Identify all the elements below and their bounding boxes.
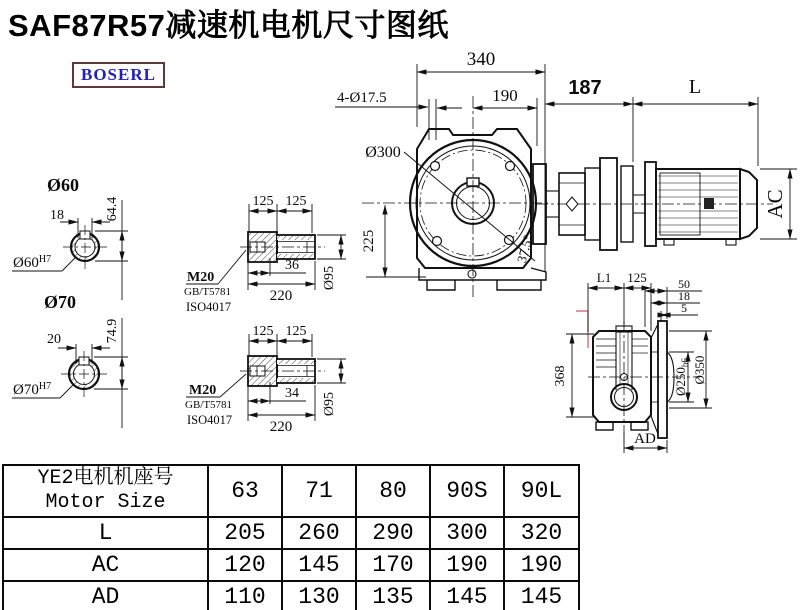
bolt-hole	[431, 162, 440, 171]
row-label-AC: AC	[3, 549, 208, 581]
col-header-80: 80	[356, 465, 430, 517]
adapter-motor-view	[533, 158, 773, 250]
dim-225-label: 225	[361, 229, 377, 253]
sec-a-iso: ISO4017	[186, 300, 232, 314]
sec-b-34: 34	[285, 386, 299, 401]
sec-a-125-1: 125	[252, 194, 274, 209]
sec-a-36: 36	[285, 258, 299, 273]
shaft60-dia-label: Ø60	[47, 175, 80, 195]
hole-note-label: 4-Ø17.5	[337, 90, 387, 106]
sec-a-dia95: Ø95	[322, 265, 337, 291]
sec-b-dia95: Ø95	[322, 391, 337, 417]
dia-250-label: $Ø250_{h6}$	[673, 358, 690, 396]
diagonal-leader	[404, 152, 535, 261]
gearbox-front-view	[362, 96, 548, 298]
side-ribs	[596, 339, 648, 367]
dim-190-label: 190	[492, 86, 518, 105]
bolt-hole	[433, 237, 442, 246]
col-header-71: 71	[282, 465, 356, 517]
table-cell: 290	[356, 517, 430, 549]
sec-b-125-2: 125	[285, 324, 307, 339]
table-cell: 110	[208, 581, 282, 610]
sec-b-m20: M20	[189, 383, 217, 398]
header-cn: YE2电机机座号	[37, 467, 174, 490]
page-title: SAF87R57减速机电机尺寸图纸	[8, 8, 449, 43]
angle-37-5-label: 37.5°	[513, 233, 536, 265]
sec-a-125-2: 125	[285, 194, 307, 209]
table-cell: 205	[208, 517, 282, 549]
table-cell: 145	[504, 581, 579, 610]
nameplate	[704, 198, 714, 209]
sec-b-gb: GB/T5781	[185, 399, 233, 411]
sec-b-125-1: 125	[252, 324, 274, 339]
dim-AD-label: AD	[634, 431, 656, 447]
table-cell: 190	[430, 549, 504, 581]
dim-AC-label: AC	[763, 189, 787, 219]
dim-187-label: 187	[568, 77, 602, 99]
table-header-row	[3, 465, 579, 517]
header-en: Motor Size	[45, 491, 166, 514]
dim-125-side-label: 125	[627, 270, 647, 285]
row-label-AD: AD	[3, 581, 208, 610]
dim-340-label: 340	[466, 49, 496, 70]
dim-50-label: 50	[678, 277, 690, 291]
brand-text: BOSERL	[81, 65, 156, 84]
table-cell: 145	[282, 549, 356, 581]
table-cell: 320	[504, 517, 579, 549]
table-cell: 120	[208, 549, 282, 581]
table-cell: 300	[430, 517, 504, 549]
drain-hole	[468, 270, 476, 278]
dim-L1-label: L1	[596, 270, 612, 285]
table-cell: 170	[356, 549, 430, 581]
col-header-90s: 90S	[430, 465, 504, 517]
shaft60-key-label: 18	[50, 208, 64, 223]
shaft60-bore-label: $Ø60^{H7}$	[13, 254, 52, 271]
dia-300-label: Ø300	[365, 144, 401, 161]
dim-18-side-label: 18	[678, 289, 690, 303]
table-cell: 145	[430, 581, 504, 610]
table-header-motor-size	[3, 465, 208, 517]
shaft70-height-label: 74.9	[105, 318, 120, 344]
side-view-dimensions	[566, 283, 712, 453]
table-cell: 130	[282, 581, 356, 610]
col-header-90l: 90L	[504, 465, 579, 517]
shaft70-dia-label: Ø70	[44, 292, 77, 312]
dia-350-label: Ø350	[692, 355, 707, 385]
shaft60-height-label: 64.4	[105, 196, 120, 222]
table-cell: 135	[356, 581, 430, 610]
table-cell: 260	[282, 517, 356, 549]
sec-a-gb: GB/T5781	[184, 286, 232, 298]
sec-b-220: 220	[269, 419, 293, 435]
sec-a-220: 220	[269, 288, 293, 304]
table-row-AC	[3, 549, 579, 581]
oil-plug-diamond	[566, 197, 578, 211]
dim-368-label: 368	[553, 365, 568, 387]
table-row-L	[3, 517, 579, 549]
table-cell: 190	[504, 549, 579, 581]
dim-5-label: 5	[681, 301, 687, 315]
sec-b-iso: ISO4017	[187, 413, 233, 427]
sec-a-m20: M20	[187, 270, 215, 285]
shaft70-bore-label: $Ø70^{H7}$	[13, 381, 52, 398]
bolt-hole	[506, 162, 515, 171]
output-flange-plate	[658, 321, 667, 438]
table-row-AD	[3, 581, 579, 610]
dim-L-label: L	[688, 76, 702, 98]
shaft70-key-label: 20	[47, 332, 61, 347]
motor-size-table	[2, 464, 580, 610]
row-label-L: L	[3, 517, 208, 549]
col-header-63: 63	[208, 465, 282, 517]
